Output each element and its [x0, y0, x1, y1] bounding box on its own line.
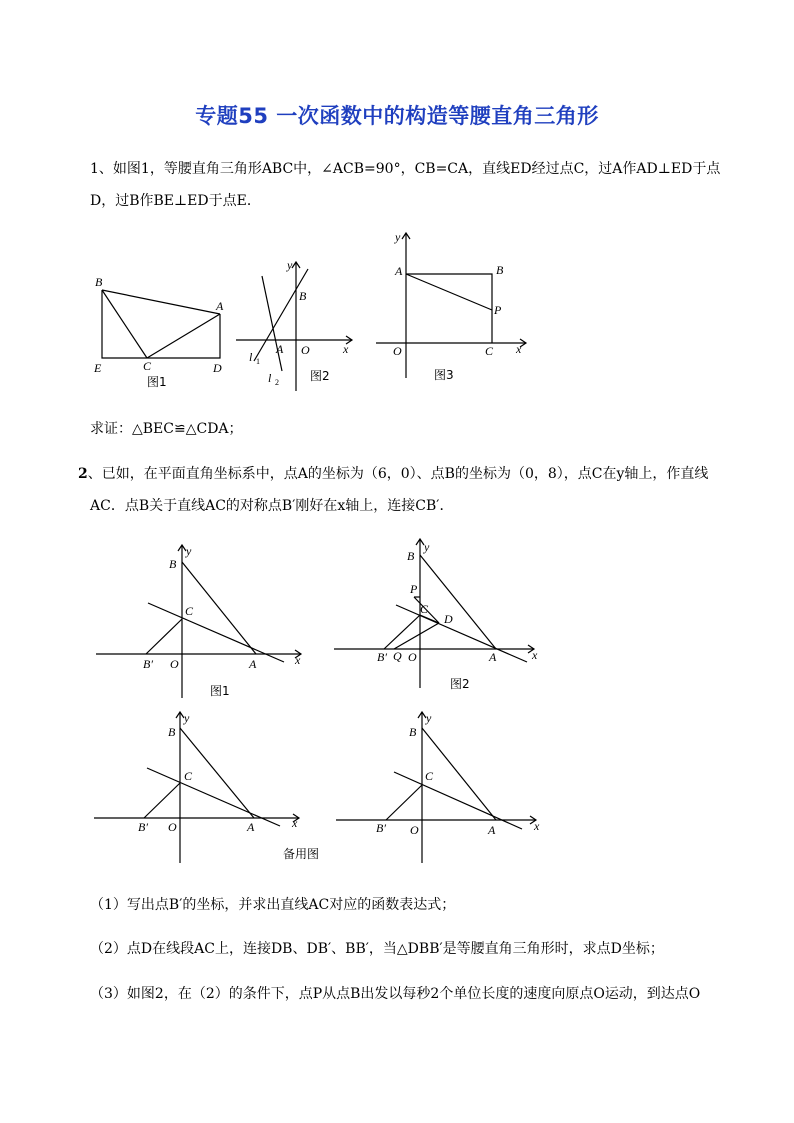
problem2-number: 2 [78, 466, 88, 482]
fig3-label-B: B [496, 263, 504, 277]
p2f2-label-Bp: B′ [377, 650, 387, 664]
p2f4-label-B: B [409, 725, 417, 739]
problem2-figure1 [96, 540, 306, 700]
problem1-figure3 [376, 228, 531, 383]
fig2-label-y: y [287, 258, 293, 272]
p2f3-label-B: B [168, 725, 176, 739]
p2f1-label-Bp: B′ [143, 657, 153, 671]
problem2-question2: （2）点D在线段AC上，连接DB、DB′、BB′，当△DBB′是等腰直角三角形时，求点D坐标； [90, 941, 664, 957]
p2f4-label-y: y [426, 711, 432, 725]
p2f3-label-A: A [247, 820, 255, 834]
problem2-line1 [78, 463, 708, 483]
problem2-line1-text: 、已如，在平面直角坐标系中，点A的坐标为（6，0）、点B的坐标为（0，8），点C在y轴上，作直线 [87, 466, 709, 482]
problem2-spare-figure-left [94, 708, 320, 868]
problem1-line1: 1、如图1，等腰直角三角形ABC中，∠ACB=90°，CB=CA，直线ED经过点C，过A作AD⊥ED于点 [90, 161, 721, 177]
fig2-label-l1: l [249, 350, 253, 364]
fig2-label-l2: l [268, 371, 272, 385]
fig3-label-O: O [393, 344, 402, 358]
fig2-label-O: O [301, 343, 310, 357]
problem1-prove: 求证：△BEC≌△CDA； [90, 421, 243, 437]
p2f2-label-C: C [420, 602, 429, 616]
fig2-label-A: A [276, 342, 284, 356]
p2f4-label-A: A [488, 823, 496, 837]
page-title: 专题55 一次函数中的构造等腰直角三角形 [195, 104, 599, 128]
fig2-label-B: B [299, 289, 307, 303]
fig1-label-D: D [213, 361, 222, 375]
fig1-label-E: E [94, 361, 102, 375]
fig3-label-y: y [395, 230, 401, 244]
p2f4-label-O: O [410, 823, 419, 837]
fig2-label-l2-sub: 2 [275, 378, 279, 387]
p2f2-label-Q: Q [393, 649, 402, 663]
problem1-figure1 [90, 270, 230, 390]
fig1-label-C: C [143, 359, 152, 373]
p2f2-label-P: P [410, 582, 418, 596]
problem2-question1: （1）写出点B′的坐标，并求出直线AC对应的函数表达式； [90, 897, 456, 913]
problem2-question3: （3）如图2，在（2）的条件下，点P从点B出发以每秒2个单位长度的速度向原点O运动，到达点O [90, 986, 701, 1002]
p2f1-label-O: O [170, 657, 179, 671]
problem2-line2: AC．点B关于直线AC的对称点B′刚好在x轴上，连接CB′． [90, 498, 454, 514]
p2f1-label-y: y [186, 544, 192, 558]
p2f3-label-Bp: B′ [138, 820, 148, 834]
p2f2-label-D: D [444, 612, 453, 626]
fig1-caption: 图1 [147, 375, 167, 389]
problem2-figure2 [334, 535, 549, 695]
p2f3-label-x: x [292, 816, 298, 830]
fig2-caption: 图2 [310, 369, 330, 383]
problem2-spare-figure-right [336, 708, 546, 868]
p2f3-label-y: y [184, 711, 190, 725]
fig3-caption: 图3 [434, 368, 454, 382]
p2f3-label-O: O [168, 820, 177, 834]
p2f2-label-A: A [489, 650, 497, 664]
fig2-label-l1-sub: 1 [256, 357, 260, 366]
p2f2-label-x: x [532, 648, 538, 662]
p2f1-label-x: x [295, 653, 301, 667]
p2f4-label-x: x [534, 819, 540, 833]
p2f4-label-Bp: B′ [376, 821, 386, 835]
fig3-label-x: x [516, 342, 522, 356]
p2f2-label-B: B [407, 549, 415, 563]
p2f2-caption: 图2 [450, 677, 470, 691]
p2f4-label-C: C [425, 769, 434, 783]
fig3-label-C: C [485, 344, 494, 358]
p2f2-label-y: y [424, 540, 430, 554]
p2f3-caption: 备用图 [283, 847, 320, 861]
p2f1-label-C: C [185, 604, 194, 618]
problem1-line2: D，过B作BE⊥ED于点E． [90, 193, 261, 209]
fig1-label-A: A [216, 299, 224, 313]
p2f2-label-O: O [408, 650, 417, 664]
p2f1-label-B: B [169, 557, 177, 571]
p2f3-label-C: C [184, 769, 193, 783]
fig1-label-B: B [95, 275, 103, 289]
fig3-label-A: A [395, 264, 403, 278]
problem1-figure2 [232, 256, 357, 391]
p2f1-label-A: A [249, 657, 257, 671]
fig3-label-P: P [494, 303, 502, 317]
p2f1-caption: 图1 [210, 684, 230, 698]
fig2-label-x: x [343, 342, 349, 356]
